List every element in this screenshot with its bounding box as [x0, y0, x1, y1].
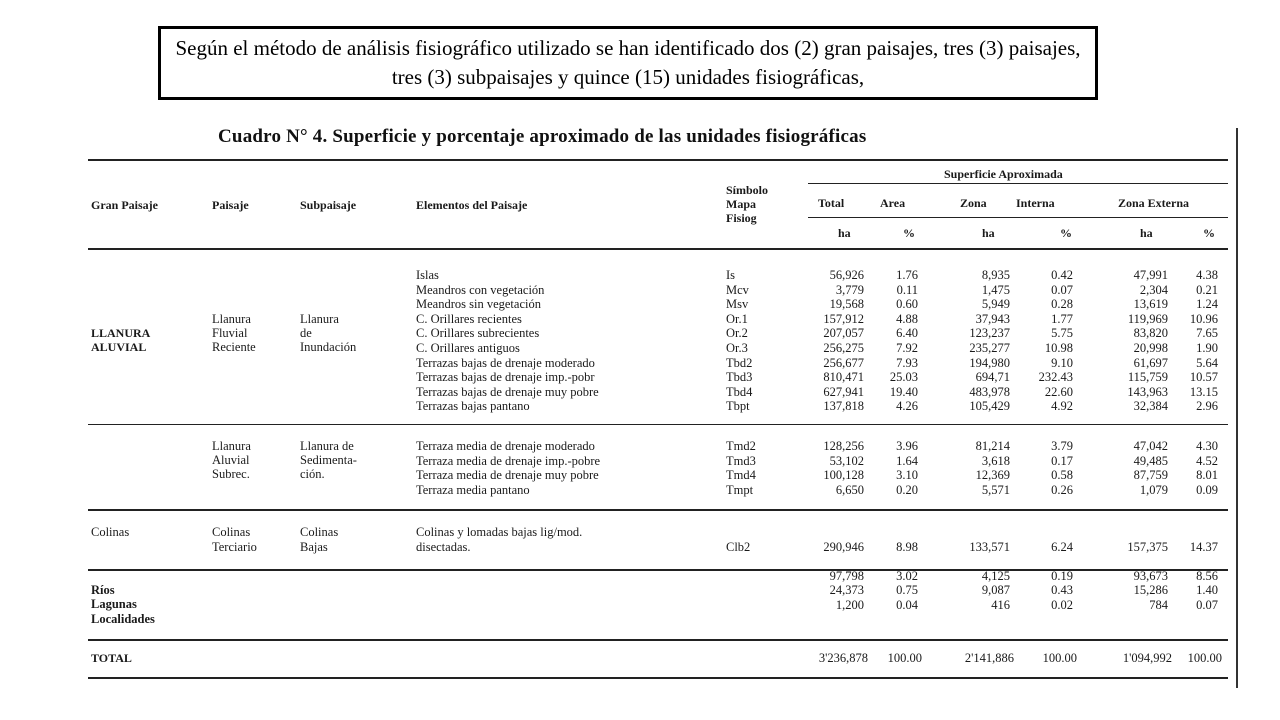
- row-element-label: Terrazas bajas de drenaje muy pobre: [416, 385, 599, 399]
- cell-zona: 483,978: [969, 385, 1010, 399]
- cell-symbol: Mcv: [726, 283, 749, 297]
- row-element-label: C. Orillares recientes: [416, 312, 522, 326]
- cell-symbol: Tmpt: [726, 483, 754, 497]
- total-cell-area: 100.00: [887, 651, 922, 665]
- cell-ext-ha: 15,286: [1133, 583, 1168, 597]
- total-cell-ext-pct: 100.00: [1187, 651, 1222, 665]
- cell-symbol: Tmd2: [726, 439, 756, 453]
- header-interna: Interna: [1016, 196, 1055, 210]
- cell-zona: 5,571: [981, 483, 1010, 497]
- cell-symbol: Or.3: [726, 341, 748, 355]
- cell-ext-pct: 8.01: [1196, 468, 1218, 482]
- cell-interna: 0.58: [1051, 468, 1073, 482]
- cell-total: 627,941: [823, 385, 864, 399]
- cell-symbol: Tmd4: [726, 468, 756, 482]
- cell-interna: 4.92: [1051, 399, 1073, 413]
- row-element-label: Meandros sin vegetación: [416, 297, 541, 311]
- cell-ext-pct: 14.37: [1189, 540, 1218, 554]
- group1-subpaisaje-3: Inundación: [300, 340, 357, 354]
- cell-ext-ha: 47,991: [1133, 268, 1168, 282]
- cell-symbol: Clb2: [726, 540, 751, 554]
- row-element-label: Terraza media de drenaje moderado: [416, 439, 595, 453]
- total-cell-interna: 100.00: [1042, 651, 1077, 665]
- cell-area: 4.26: [896, 399, 918, 413]
- cell-ext-ha: 49,485: [1133, 454, 1168, 468]
- cell-zona: 194,980: [969, 356, 1010, 370]
- cell-ext-ha: 13,619: [1133, 297, 1168, 311]
- cell-area: 3.10: [896, 468, 918, 482]
- cell-ext-ha: 157,375: [1127, 540, 1168, 554]
- header-simbolo-2: Mapa: [726, 197, 756, 211]
- cell-interna: 0.02: [1051, 598, 1073, 612]
- header-paisaje: Paisaje: [212, 198, 249, 212]
- cell-symbol: Tbd4: [726, 385, 753, 399]
- colinas-elem-1: Colinas y lomadas bajas lig/mod.: [416, 525, 583, 539]
- cell-zona: 105,429: [969, 399, 1010, 413]
- cell-zona: 12,369: [975, 468, 1010, 482]
- cell-interna: 1.77: [1051, 312, 1073, 326]
- cell-zona: 694,71: [975, 370, 1010, 384]
- cell-ext-pct: 4.38: [1196, 268, 1218, 282]
- caption-text: Según el método de análisis fisiográfico utilizado se han identificado dos (2) gran paisajes, tres (3) paisajes, tres (3) subpaisajes y quince (15) unidades fisiográficas,: [175, 36, 1081, 89]
- cell-total: 207,057: [823, 326, 864, 340]
- cell-total: 53,102: [829, 454, 864, 468]
- cell-interna: 0.42: [1051, 268, 1073, 282]
- cell-area: 0.20: [896, 483, 918, 497]
- row-element-label: Terrazas bajas de drenaje imp.-pobr: [416, 370, 595, 384]
- cell-ext-pct: 13.15: [1189, 385, 1218, 399]
- cell-ext-pct: 5.64: [1196, 356, 1218, 370]
- unit-ext-ha: ha: [1140, 226, 1153, 240]
- cell-area: 0.60: [896, 297, 918, 311]
- cell-ext-ha: 87,759: [1133, 468, 1168, 482]
- cell-total: 157,912: [823, 312, 864, 326]
- table-bottom-rule: [88, 677, 1228, 679]
- cell-symbol: Tmd3: [726, 454, 756, 468]
- cell-interna: 5.75: [1051, 326, 1073, 340]
- cell-zona: 37,943: [975, 312, 1010, 326]
- cell-interna: 3.79: [1051, 439, 1073, 453]
- total-cell-ext-ha: 1'094,992: [1122, 651, 1172, 665]
- cell-area: 0.04: [896, 598, 918, 612]
- caption-box: [158, 26, 1098, 100]
- cell-area: 7.93: [896, 356, 918, 370]
- colinas-elem-2: disectadas.: [416, 540, 471, 554]
- table-title: Cuadro N° 4. Superficie y porcentaje aproximado de las unidades fisiográficas: [218, 126, 867, 147]
- group2-paisaje-2: Aluvial: [212, 453, 250, 467]
- cell-zona: 8,935: [981, 268, 1010, 282]
- cell-interna: 10.98: [1044, 341, 1073, 355]
- cell-total: 56,926: [829, 268, 864, 282]
- header-elementos: Elementos del Paisaje: [416, 198, 528, 212]
- total-cell-zona: 2'141,886: [964, 651, 1014, 665]
- cell-ext-ha: 2,304: [1139, 283, 1168, 297]
- cell-ext-pct: 7.65: [1196, 326, 1218, 340]
- header-superficie: Superficie Aproximada: [944, 167, 1063, 181]
- cell-ext-pct: 0.07: [1196, 598, 1218, 612]
- subheader-underline: [808, 217, 1228, 218]
- cell-area: 7.92: [896, 341, 918, 355]
- unit-interna-pct: %: [1060, 226, 1072, 240]
- colinas-subpaisaje-2: Bajas: [300, 540, 328, 554]
- cell-ext-ha: 83,820: [1133, 326, 1168, 340]
- cell-symbol: Tbd3: [726, 370, 753, 384]
- header-bottom-rule: [88, 248, 1228, 250]
- row-element-label: Meandros con vegetación: [416, 283, 545, 297]
- cell-interna: 0.28: [1051, 297, 1073, 311]
- cell-ext-pct: 4.30: [1196, 439, 1218, 453]
- cell-area: 25.03: [889, 370, 918, 384]
- cell-symbol: Tbd2: [726, 356, 753, 370]
- unit-ext-pct: %: [1203, 226, 1215, 240]
- group2-subpaisaje-2: Sedimenta-: [300, 453, 357, 467]
- cell-area: 1.76: [896, 268, 918, 282]
- cell-area: 8.98: [896, 540, 918, 554]
- cell-interna: 6.24: [1051, 540, 1073, 554]
- cell-ext-pct: 4.52: [1196, 454, 1218, 468]
- cell-ext-ha: 115,759: [1127, 370, 1168, 384]
- cell-zona: 416: [991, 598, 1010, 612]
- total-cell-total: 3'236,878: [818, 651, 868, 665]
- cell-total: 19,568: [829, 297, 864, 311]
- cell-symbol: Is: [726, 268, 736, 282]
- cell-ext-pct: 1.24: [1196, 297, 1218, 311]
- cell-total: 290,946: [823, 540, 864, 554]
- group1-gran-paisaje-2: ALUVIAL: [91, 340, 147, 354]
- cell-interna: 0.17: [1051, 454, 1073, 468]
- group2-top-rule: [88, 424, 1228, 425]
- header-simbolo-3: Fisiog: [726, 211, 757, 225]
- superficie-underline: [808, 183, 1228, 184]
- cell-interna: 0.43: [1051, 583, 1073, 597]
- cell-area: 4.88: [896, 312, 918, 326]
- unit-area-pct: %: [903, 226, 915, 240]
- row-element-label: Terraza media de drenaje imp.-pobre: [416, 454, 601, 468]
- cell-area: 0.75: [896, 583, 918, 597]
- row-element-label: Terrazas bajas de drenaje moderado: [416, 356, 595, 370]
- cell-ext-pct: 0.09: [1196, 483, 1218, 497]
- cell-ext-pct: 10.57: [1189, 370, 1218, 384]
- cell-area: 3.02: [896, 569, 918, 583]
- cell-total: 97,798: [829, 569, 864, 583]
- group1-paisaje-3: Reciente: [212, 340, 256, 354]
- right-edge-rule: [1236, 128, 1238, 688]
- cell-ext-ha: 143,963: [1127, 385, 1168, 399]
- group2-paisaje-1: Llanura: [212, 439, 251, 453]
- header-total: Total: [818, 196, 845, 210]
- group1-subpaisaje-2: de: [300, 326, 312, 340]
- cell-total: 24,373: [829, 583, 864, 597]
- unit-total-ha: ha: [838, 226, 851, 240]
- cell-ext-pct: 8.56: [1196, 569, 1218, 583]
- row-element-label: C. Orillares antiguos: [416, 341, 520, 355]
- cell-ext-ha: 93,673: [1133, 569, 1168, 583]
- group1-paisaje-2: Fluvial: [212, 326, 248, 340]
- header-subpaisaje: Subpaisaje: [300, 198, 357, 212]
- other-row-label: Localidades: [91, 612, 155, 626]
- cell-total: 3,779: [835, 283, 864, 297]
- cell-total: 1,200: [835, 598, 864, 612]
- cell-ext-ha: 784: [1149, 598, 1168, 612]
- cell-area: 6.40: [896, 326, 918, 340]
- cell-interna: 0.07: [1051, 283, 1073, 297]
- cell-ext-pct: 10.96: [1189, 312, 1218, 326]
- cell-ext-ha: 47,042: [1133, 439, 1168, 453]
- group2-paisaje-3: Subrec.: [212, 467, 250, 481]
- cell-total: 6,650: [835, 483, 864, 497]
- cell-symbol: Or.1: [726, 312, 748, 326]
- cell-total: 128,256: [823, 439, 864, 453]
- cell-interna: 22.60: [1044, 385, 1073, 399]
- row-element-label: Terraza media pantano: [416, 483, 530, 497]
- header-gran-paisaje: Gran Paisaje: [91, 198, 158, 212]
- row-element-label: Terrazas bajas pantano: [416, 399, 530, 413]
- cell-area: 0.11: [896, 283, 918, 297]
- header-zona-externa: Zona Externa: [1118, 196, 1190, 210]
- cell-symbol: Msv: [726, 297, 749, 311]
- cell-zona: 133,571: [969, 540, 1010, 554]
- cell-area: 3.96: [896, 439, 918, 453]
- cell-ext-pct: 1.90: [1196, 341, 1218, 355]
- cell-total: 256,275: [823, 341, 864, 355]
- cell-interna: 232.43: [1038, 370, 1073, 384]
- cell-total: 100,128: [823, 468, 864, 482]
- group1-gran-paisaje-1: LLANURA: [91, 326, 151, 340]
- cell-total: 810,471: [823, 370, 864, 384]
- cell-zona: 3,618: [981, 454, 1010, 468]
- colinas-gran-paisaje: Colinas: [91, 525, 130, 539]
- cell-zona: 81,214: [975, 439, 1010, 453]
- cell-symbol: Tbpt: [726, 399, 750, 413]
- cell-total: 137,818: [823, 399, 864, 413]
- colinas-subpaisaje-1: Colinas: [300, 525, 339, 539]
- colinas-top-rule: [88, 509, 1228, 511]
- row-element-label: Terraza media de drenaje muy pobre: [416, 468, 599, 482]
- cell-zona: 235,277: [969, 341, 1010, 355]
- total-label: TOTAL: [91, 651, 132, 665]
- cell-ext-ha: 119,969: [1127, 312, 1168, 326]
- cell-ext-ha: 32,384: [1133, 399, 1168, 413]
- cell-interna: 0.19: [1051, 569, 1073, 583]
- cell-ext-ha: 20,998: [1133, 341, 1168, 355]
- cell-ext-pct: 1.40: [1196, 583, 1218, 597]
- header-zona: Zona: [960, 196, 987, 210]
- cell-ext-ha: 1,079: [1139, 483, 1168, 497]
- cell-total: 256,677: [823, 356, 864, 370]
- group1-paisaje-1: Llanura: [212, 312, 251, 326]
- group1-subpaisaje-1: Llanura: [300, 312, 339, 326]
- cell-ext-ha: 61,697: [1133, 356, 1168, 370]
- cell-zona: 4,125: [981, 569, 1010, 583]
- cell-zona: 1,475: [981, 283, 1010, 297]
- cell-zona: 5,949: [981, 297, 1010, 311]
- colinas-paisaje-2: Terciario: [212, 540, 257, 554]
- header-area: Area: [880, 196, 906, 210]
- header-simbolo-1: Símbolo: [726, 183, 769, 197]
- unit-zona-ha: ha: [982, 226, 995, 240]
- cell-zona: 123,237: [969, 326, 1010, 340]
- total-top-rule: [88, 639, 1228, 641]
- row-element-label: C. Orillares subrecientes: [416, 326, 540, 340]
- cell-ext-pct: 2.96: [1196, 399, 1218, 413]
- group2-subpaisaje-3: ción.: [300, 467, 325, 481]
- cell-zona: 9,087: [981, 583, 1010, 597]
- row-element-label: Islas: [416, 268, 439, 282]
- other-row-label: Lagunas: [91, 597, 137, 611]
- cell-interna: 9.10: [1051, 356, 1073, 370]
- cell-ext-pct: 0.21: [1196, 283, 1218, 297]
- group2-subpaisaje-1: Llanura de: [300, 439, 354, 453]
- other-row-label: Ríos: [91, 583, 115, 597]
- cell-symbol: Or.2: [726, 326, 748, 340]
- cell-area: 1.64: [896, 454, 918, 468]
- table-top-rule: [88, 159, 1228, 161]
- cell-interna: 0.26: [1051, 483, 1073, 497]
- colinas-paisaje-1: Colinas: [212, 525, 251, 539]
- cell-area: 19.40: [889, 385, 918, 399]
